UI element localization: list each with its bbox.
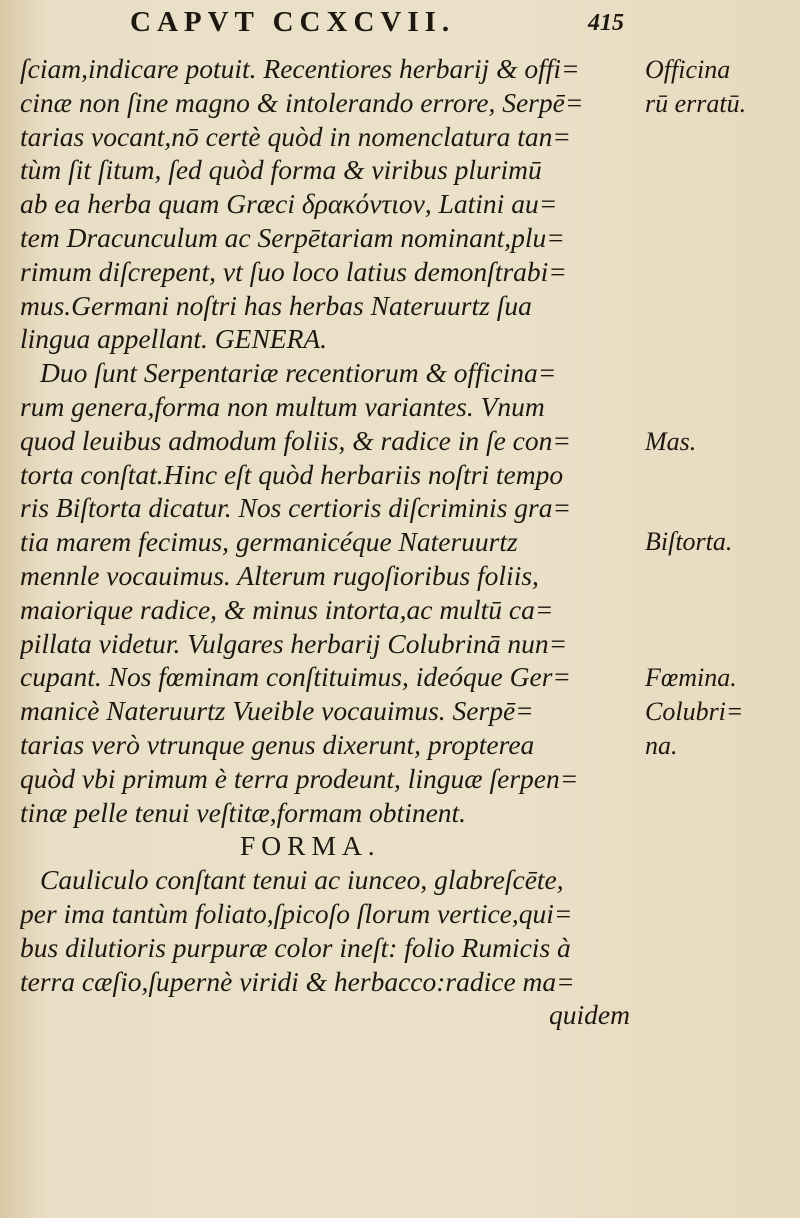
margin-note: na. [645,731,678,760]
running-head: CAPVT CCXCVII. [130,6,456,38]
text-line: cupant. Nos fœminam conſtituimus, ideóque Ger= [20,661,571,693]
text-line: pillata videtur. Vulgares herbarij Colubrinā nun= [20,627,568,659]
margin-note: Fœmina. [645,663,737,692]
text-line: ab ea herba quam Græci δρακόντιον, Latini au= [20,188,558,220]
text-line: torta conſtat.Hinc eſt quòd herbariis noſtri tempo [20,458,564,490]
margin-note: Mas. [645,427,697,456]
text-line: terra cæſio,ſupernè viridi & herbacco:radice ma= [20,965,575,997]
text-line: Duo ſunt Serpentariæ recentiorum & officina= [40,357,557,389]
section-heading-forma: FORMA. [240,830,381,862]
section-heading-genera: lingua appellant. GENERA. [20,323,328,355]
text-line: Cauliculo conſtant tenui ac iunceo, glabreſcēte, [40,864,564,896]
margin-note: Officina [645,55,731,84]
text-line: quod leuibus admodum foliis, & radice in ſe con= [20,424,571,456]
text-line: tùm ſit ſitum, ſed quòd forma & viribus plurimū [20,154,542,186]
text-line: ris Biſtorta dicatur. Nos certioris diſcriminis gra= [20,492,572,524]
text-line: manicè Nateruurtz Vueible vocauimus. Serpē= [20,695,534,727]
text-line: tia marem fecimus, germanicéque Nateruurtz [20,526,518,558]
text-line: mennle vocauimus. Alterum rugoſioribus foliis, [20,559,539,591]
text-line: tem Dracunculum ac Serpētariam nominant,plu= [20,221,565,253]
text-line: mus.Germani noſtri has herbas Nateruurtz ſua [20,289,532,321]
text-line: ſciam,indicare potuit. Recentiores herbarij & offi= [20,53,580,84]
text-line: tarias verò vtrunque genus dixerunt, propterea [20,728,535,760]
text-line: tinæ pelle tenui veſtitæ,formam obtinent. [20,796,467,828]
text-line: rum genera,forma non multum variantes. Vnum [20,390,545,422]
catchword: quidem [549,999,630,1031]
text-line: quòd vbi primum è terra prodeunt, linguæ ſerpen= [20,762,579,794]
text-line: cinæ non ſine magno & intolerando errore, Serpē= [20,86,584,118]
margin-note: Colubri= [645,697,744,726]
text-line: per ima tantùm foliato,ſpicoſo ſlorum vertice,qui= [20,897,573,929]
margin-note: rū erratū. [645,89,747,118]
page-number: 415 [588,10,624,36]
margin-note: Biſtorta. [645,527,733,556]
text-line: rimum diſcrepent, vt ſuo loco latius demonſtrabi= [20,255,567,287]
text-line: maiorique radice, & minus intorta,ac multū ca= [20,593,554,625]
body-text [20,52,640,1032]
page-header [0,6,800,46]
text-line: bus dilutioris purpuræ color ineſt: folio Rumicis à [20,931,571,963]
text-line: tarias vocant,nō certè quòd in nomenclatura tan= [20,120,571,152]
